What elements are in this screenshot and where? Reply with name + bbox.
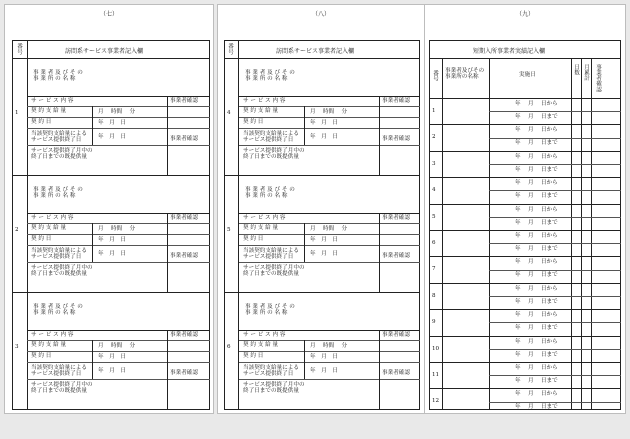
row-label: 契 約 支 給 量 [31, 342, 67, 348]
date-to: 年 月 日まで [515, 219, 558, 226]
confirm-label: 事業者確認 [382, 136, 410, 142]
row-label: サ ー ビ ス 内 容 [31, 98, 74, 104]
provider-name-label: 事 業 者 及 び そ の 事 業 所 の 名 称 [245, 187, 295, 199]
confirm-label: 事業者確認 [170, 253, 198, 259]
entry-number: 6 [227, 344, 231, 350]
row-number: 6 [432, 240, 436, 246]
date-from: 年 月 日から [515, 312, 558, 319]
provider-name-label: 事 業 者 及 び そ の 事 業 所 の 名 称 [33, 304, 83, 316]
confirm-label: 事業者確認 [170, 370, 198, 376]
section-heading: 短期入所事業者実績記入欄 [473, 48, 546, 55]
row-label: 契 約 支 給 量 [31, 108, 67, 114]
row-label: サービス提供終了月中の 終了日までの既提供量 [243, 265, 305, 277]
row-value: 年 月 日 [98, 134, 126, 140]
row-number: 12 [432, 398, 440, 405]
number-header: 番号 [432, 70, 438, 82]
row-label: サービス提供終了月中の 終了日までの既提供量 [31, 265, 93, 277]
row-label: 契 約 日 [243, 236, 264, 242]
date-to: 年 月 日まで [515, 351, 558, 358]
entry-number: 4 [227, 110, 231, 116]
section-heading: 訪問系サービス事業者記入欄 [276, 48, 355, 55]
row-label: サ ー ビ ス 内 容 [243, 215, 286, 221]
row-label: サービス提供終了月中の 終了日までの既提供量 [31, 382, 93, 394]
form-page-7 [4, 4, 214, 414]
date-from: 年 月 日から [515, 206, 558, 213]
row-value: 年 月 日 [310, 237, 338, 243]
row-label: 契 約 日 [31, 119, 52, 125]
row-value: 月 時間 分 [310, 343, 348, 349]
monthly-header: 月累計 [583, 64, 589, 81]
row-label: 当該契約支給量による サービス提供終了日 [31, 248, 87, 260]
row-label: 契 約 支 給 量 [243, 108, 279, 114]
row-value: 月 時間 分 [98, 226, 136, 232]
row-number: 9 [432, 319, 436, 326]
provider-header: 事業者及びその 事業所の名称 [445, 68, 485, 80]
section-heading: 訪問系サービス事業者記入欄 [65, 48, 144, 55]
confirm-label: 事業者確認 [170, 98, 198, 104]
date-to: 年 月 日まで [515, 166, 558, 173]
date-to: 年 月 日まで [515, 140, 558, 147]
date-from: 年 月 日から [515, 101, 558, 107]
row-number: 8 [432, 292, 436, 299]
entry-number: 1 [15, 110, 19, 116]
row-value: 年 月 日 [310, 134, 338, 140]
provider-name-label: 事 業 者 及 び そ の 事 業 所 の 名 称 [245, 70, 295, 82]
date-to: 年 月 日まで [515, 404, 558, 411]
entry-number: 5 [227, 227, 231, 233]
row-number: 7 [432, 266, 436, 273]
date-from: 年 月 日から [515, 365, 558, 371]
row-value: 年 月 日 [98, 251, 126, 257]
date-to: 年 月 日まで [515, 114, 558, 120]
row-value: 月 時間 分 [310, 226, 348, 232]
row-number: 11 [432, 372, 440, 378]
page-title: （八） [311, 11, 330, 18]
row-label: 当該契約支給量による サービス提供終了日 [243, 365, 299, 377]
number-header: 番号 [16, 43, 22, 56]
confirm-label: 事業者確認 [382, 370, 410, 376]
date-from: 年 月 日から [515, 153, 558, 160]
row-value: 年 月 日 [310, 120, 338, 126]
row-label: 契 約 日 [31, 236, 52, 242]
row-number: 2 [432, 134, 436, 141]
row-label: 契 約 日 [31, 353, 52, 359]
row-label: 当該契約支給量による サービス提供終了日 [31, 131, 87, 143]
provider-name-label: 事 業 者 及 び そ の 事 業 所 の 名 称 [33, 187, 83, 199]
number-header: 番号 [227, 43, 233, 56]
date-from: 年 月 日から [515, 285, 558, 292]
form-page-8 [217, 4, 425, 414]
row-number: 1 [432, 108, 436, 114]
row-label: 契 約 日 [243, 353, 264, 359]
confirm-header: 事業者確認 [595, 64, 601, 92]
provider-name-label: 事 業 者 及 び そ の 事 業 所 の 名 称 [245, 304, 295, 316]
row-label: サービス提供終了月中の 終了日までの既提供量 [243, 382, 305, 394]
row-label: 当該契約支給量による サービス提供終了日 [243, 131, 299, 143]
row-label: サービス提供終了月中の 終了日までの既提供量 [243, 148, 305, 160]
row-label: 契 約 支 給 量 [243, 342, 279, 348]
row-value: 月 時間 分 [310, 109, 348, 115]
date-from: 年 月 日から [515, 391, 558, 398]
row-value: 月 時間 分 [98, 109, 136, 115]
confirm-label: 事業者確認 [382, 215, 410, 221]
date-to: 年 月 日まで [515, 378, 558, 384]
date-to: 年 月 日まで [515, 193, 558, 200]
date-from: 年 月 日から [515, 127, 558, 134]
date-from: 年 月 日から [515, 338, 558, 345]
form-page-9 [424, 4, 626, 414]
page-title: （九） [515, 11, 534, 18]
date-from: 年 月 日から [515, 259, 558, 266]
row-label: 当該契約支給量による サービス提供終了日 [31, 365, 87, 377]
date-to: 年 月 日まで [515, 246, 558, 252]
row-label: サービス提供終了月中の 終了日までの既提供量 [31, 148, 93, 160]
row-label: 契 約 支 給 量 [243, 225, 279, 231]
row-value: 年 月 日 [310, 251, 338, 257]
row-number: 3 [432, 160, 436, 167]
row-number: 5 [432, 213, 436, 220]
row-value: 年 月 日 [310, 354, 338, 360]
entry-number: 2 [15, 227, 19, 233]
confirm-label: 事業者確認 [170, 136, 198, 142]
date-from: 年 月 日から [515, 180, 558, 187]
entry-number: 3 [15, 344, 19, 350]
date-from: 年 月 日から [515, 233, 558, 239]
date-to: 年 月 日まで [515, 298, 558, 305]
row-value: 年 月 日 [98, 237, 126, 243]
row-value: 年 月 日 [98, 368, 126, 374]
date-to: 年 月 日まで [515, 325, 558, 332]
row-value: 年 月 日 [310, 368, 338, 374]
row-number: 10 [432, 345, 440, 352]
row-label: サ ー ビ ス 内 容 [243, 332, 286, 338]
confirm-label: 事業者確認 [170, 332, 198, 338]
row-label: サ ー ビ ス 内 容 [31, 332, 74, 338]
row-label: 契 約 支 給 量 [31, 225, 67, 231]
row-number: 4 [432, 187, 436, 194]
confirm-label: 事業者確認 [382, 98, 410, 104]
row-label: 当該契約支給量による サービス提供終了日 [243, 248, 299, 260]
dates-header: 実施日 [519, 72, 536, 78]
confirm-label: 事業者確認 [382, 253, 410, 259]
page-title: （七） [99, 11, 118, 18]
row-value: 月 時間 分 [98, 343, 136, 349]
row-label: サ ー ビ ス 内 容 [31, 215, 74, 221]
row-value: 年 月 日 [98, 120, 126, 126]
days-header: 日数 [573, 64, 579, 76]
confirm-label: 事業者確認 [382, 332, 410, 338]
confirm-label: 事業者確認 [170, 215, 198, 221]
row-label: サ ー ビ ス 内 容 [243, 98, 286, 104]
provider-name-label: 事 業 者 及 び そ の 事 業 所 の 名 称 [33, 70, 83, 82]
row-value: 年 月 日 [98, 354, 126, 360]
date-to: 年 月 日まで [515, 272, 558, 279]
row-label: 契 約 日 [243, 119, 264, 125]
